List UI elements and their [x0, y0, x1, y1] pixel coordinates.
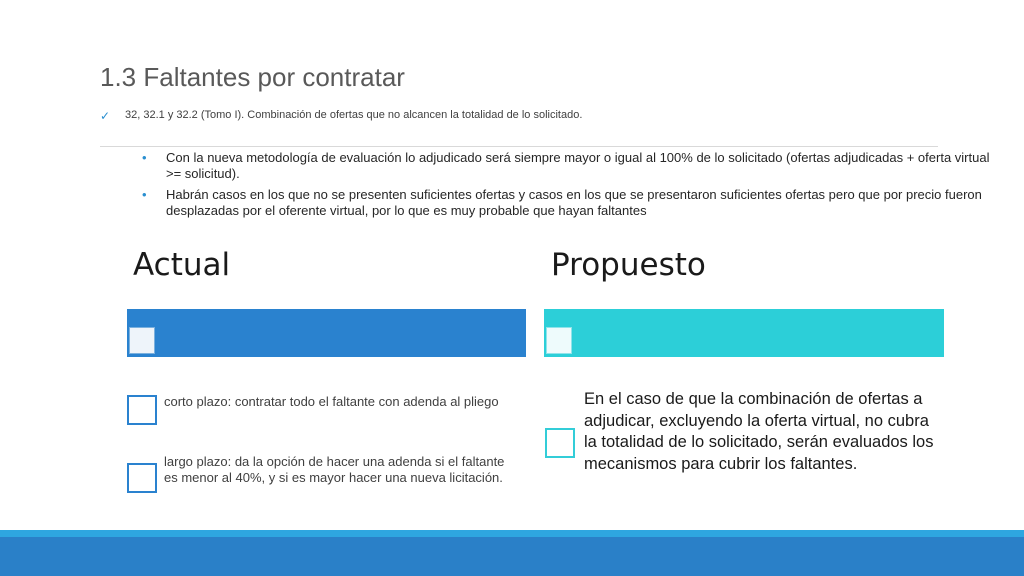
check-icon: ✓ [100, 109, 111, 123]
slide-title: 1.3 Faltantes por contratar [100, 62, 405, 92]
bullet-list [142, 150, 1002, 224]
actual-heading: Actual [133, 247, 231, 283]
subtitle-line [100, 109, 582, 123]
bullet-text: Con la nueva metodología de evaluación lo adjudicado será siempre mayor o igual al 100% de lo solicitado (ofertas adjudicadas + oferta virtual >= solicitud). [166, 150, 990, 181]
actual-header-square [129, 327, 155, 354]
actual-item-2-text: largo plazo: da la opción de hacer una adenda si el faltante es menor al 40%, y si es mayor hacer una nueva licitación. [164, 454, 505, 485]
propuesto-item-box [545, 428, 575, 458]
propuesto-heading: Propuesto [551, 247, 706, 283]
footer-bar [0, 537, 1024, 576]
subtitle-text: 32, 32.1 y 32.2 (Tomo I). Combinación de ofertas que no alcancen la totalidad de lo solicitado. [125, 109, 583, 121]
list-item [142, 187, 1002, 219]
divider [100, 146, 938, 147]
bullet-icon: • [142, 150, 147, 165]
actual-item-2-box [127, 463, 157, 493]
bullet-text: Habrán casos en los que no se presenten suficientes ofertas y casos en los que se presentaron suficientes ofertas pero que por precio fueron desplazadas por el oferente virtual, por lo que es muy probable que hayan faltantes [166, 187, 982, 218]
footer-accent-line [0, 530, 1024, 537]
actual-item-1-text: corto plazo: contratar todo el faltante con adenda al pliego [164, 394, 499, 409]
actual-item-1-box [127, 395, 157, 425]
bullet-icon: • [142, 187, 147, 202]
propuesto-text: En el caso de que la combinación de ofertas a adjudicar, excluyendo la oferta virtual, no cubra la totalidad de lo solicitado, serán evaluados los mecanismos para cubrir los faltantes. [584, 390, 934, 473]
propuesto-header-square [546, 327, 572, 354]
propuesto-header-bar [544, 309, 944, 357]
actual-header-bar [127, 309, 526, 357]
list-item [142, 150, 1002, 182]
